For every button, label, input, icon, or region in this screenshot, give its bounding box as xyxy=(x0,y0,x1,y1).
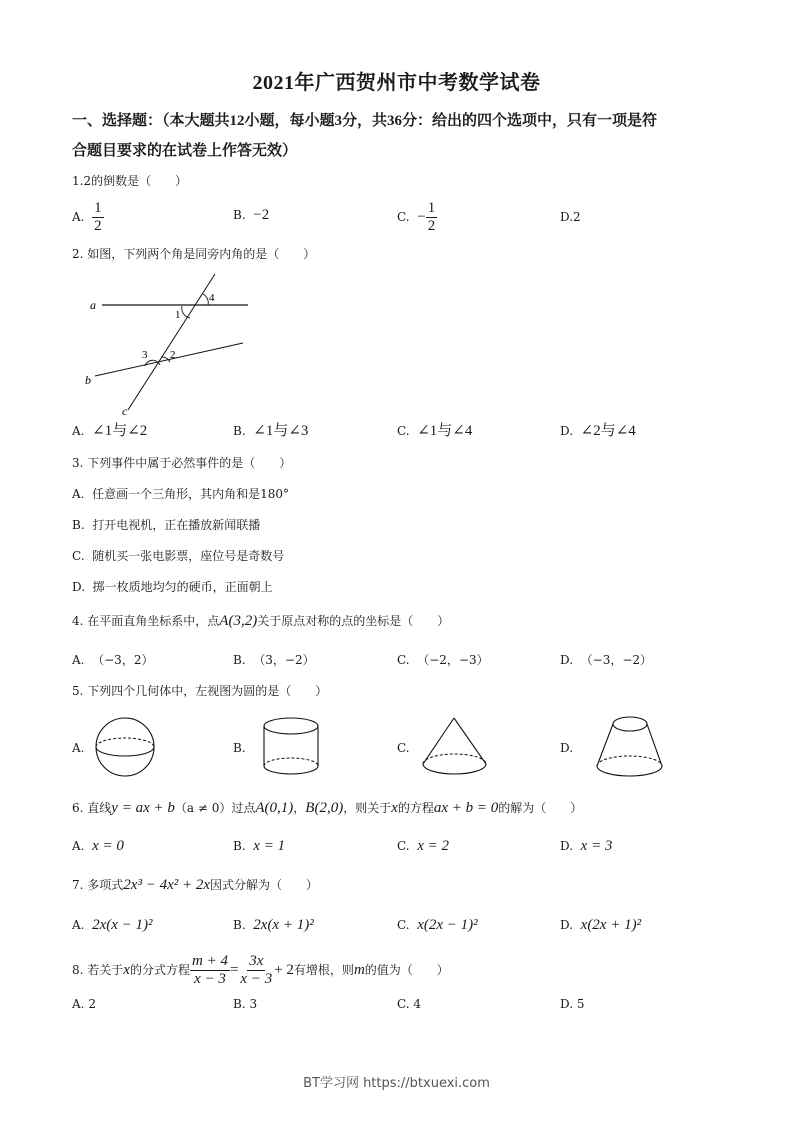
question-4-option-b[interactable]: B. （3，−2） xyxy=(233,653,315,667)
angle-label-4: 4 xyxy=(209,292,215,304)
question-6-stem: 6. 直线y = ax + b（a ≠ 0）过点A(0,1)，B(2,0)，则关于x的方程ax + b = 0的解为（ ） xyxy=(72,800,583,816)
question-1-option-d[interactable]: D.2 xyxy=(560,210,581,224)
question-2-stem: 2. 如图，下列两个角是同旁内角的是（ ） xyxy=(72,247,316,261)
question-3-option-b[interactable]: B. 打开电视机，正在播放新闻联播 xyxy=(72,518,261,532)
question-2-option-a[interactable]: A. ∠1与∠2 xyxy=(72,423,148,439)
question-8-option-a[interactable]: A. 2 xyxy=(72,997,96,1011)
question-5-option-c[interactable] xyxy=(421,716,489,778)
question-8-option-d[interactable]: D. 5 xyxy=(560,997,585,1011)
angle-label-2: 2 xyxy=(170,349,176,361)
cone-icon xyxy=(421,716,489,778)
question-5-option-d-label: D. xyxy=(560,741,574,755)
angle-label-3: 3 xyxy=(142,349,148,361)
frustum-icon xyxy=(595,714,665,780)
question-4-option-c[interactable]: C. （−2，−3） xyxy=(397,653,489,667)
question-2-option-c[interactable]: C. ∠1与∠4 xyxy=(397,423,473,439)
question-2-option-b[interactable]: B. ∠1与∠3 xyxy=(233,423,309,439)
line-label-b: b xyxy=(85,373,91,387)
angle-label-1: 1 xyxy=(175,309,181,321)
question-5-option-c-label: C. xyxy=(397,741,410,755)
question-5-option-a-label: A. xyxy=(72,741,85,755)
question-5-option-b[interactable] xyxy=(262,716,320,776)
line-label-c: c xyxy=(122,404,128,418)
question-1-option-c[interactable]: C. − $\frac{1}{2}$ xyxy=(397,200,436,234)
section-heading xyxy=(72,106,732,166)
question-5-option-b-label: B. xyxy=(233,741,246,755)
question-6-option-b[interactable]: B. x = 1 xyxy=(233,838,286,854)
question-7-option-d[interactable]: D. x(2x + 1)² xyxy=(560,917,642,933)
question-6-option-c[interactable]: C. x = 2 xyxy=(397,838,449,854)
question-3-option-d[interactable]: D. 掷一枚质地均匀的硬币，正面朝上 xyxy=(72,580,273,594)
parallel-lines-diagram xyxy=(80,270,255,418)
fraction: $\frac{1}{2}$ xyxy=(427,200,436,234)
question-3-option-a[interactable]: A. 任意画一个三角形，其内角和是180° xyxy=(72,487,290,501)
sphere-icon xyxy=(94,716,156,778)
line-label-a: a xyxy=(90,298,96,312)
question-3-stem: 3. 下列事件中属于必然事件的是（ ） xyxy=(72,456,292,470)
question-2-figure xyxy=(80,270,255,418)
question-2-option-d[interactable]: D. ∠2与∠4 xyxy=(560,423,636,439)
question-1-stem: 1.2的倒数是（ ） xyxy=(72,174,188,188)
section-heading-line1: 一、选择题：（本大题共12小题，每小题3分，共36分：给出的四个选项中，只有一项是符 xyxy=(72,113,658,129)
question-8-option-c[interactable]: C. 4 xyxy=(397,997,422,1011)
question-7-option-c[interactable]: C. x(2x − 1)² xyxy=(397,917,478,933)
footer-watermark: BT学习网 https://btxuexi.com xyxy=(303,1076,490,1091)
question-4-stem: 4. 在平面直角坐标系中，点A(3,2)关于原点对称的点的坐标是（ ） xyxy=(72,613,450,629)
cylinder-icon xyxy=(262,716,320,776)
question-4-option-a[interactable]: A. （−3，2） xyxy=(72,653,154,667)
question-7-option-a[interactable]: A. 2x(x − 1)² xyxy=(72,917,153,933)
question-7-option-b[interactable]: B. 2x(x + 1)² xyxy=(233,917,314,933)
fraction-right: $\frac{3x}{x - 3}$ xyxy=(240,953,273,987)
question-5-option-d[interactable] xyxy=(595,714,665,780)
fraction-left: $\frac{m + 4}{x - 3}$ xyxy=(191,953,228,987)
question-3-option-c[interactable]: C. 随机买一张电影票，座位号是奇数号 xyxy=(72,549,285,563)
question-1-option-b[interactable]: B. −2 xyxy=(233,207,270,223)
question-7-stem: 7. 多项式2x³ − 4x² + 2x因式分解为（ ） xyxy=(72,877,319,893)
question-6-option-d[interactable]: D. x = 3 xyxy=(560,838,613,854)
fraction: $\frac{1}{2}$ xyxy=(94,200,102,234)
question-8-option-b[interactable]: B. 3 xyxy=(233,997,258,1011)
question-6-option-a[interactable]: A. x = 0 xyxy=(72,838,124,854)
section-heading-line2: 合题目要求的在试卷上作答无效） xyxy=(72,143,298,159)
question-5-stem: 5. 下列四个几何体中，左视图为圆的是（ ） xyxy=(72,684,328,698)
question-1-option-a[interactable]: A. $\frac{1}{2}$ xyxy=(72,200,102,234)
question-5-option-a[interactable] xyxy=(94,716,156,778)
question-4-option-d[interactable]: D. （−3，−2） xyxy=(560,653,653,667)
page-title: 2021年广西贺州市中考数学试卷 xyxy=(252,72,541,94)
question-8-stem: 8. 若关于x的分式方程 $\frac{m + 4}{x - 3}$ = $\frac{3x}{x - 3}$ + 2有增根，则m的值为（ ） xyxy=(72,953,449,987)
